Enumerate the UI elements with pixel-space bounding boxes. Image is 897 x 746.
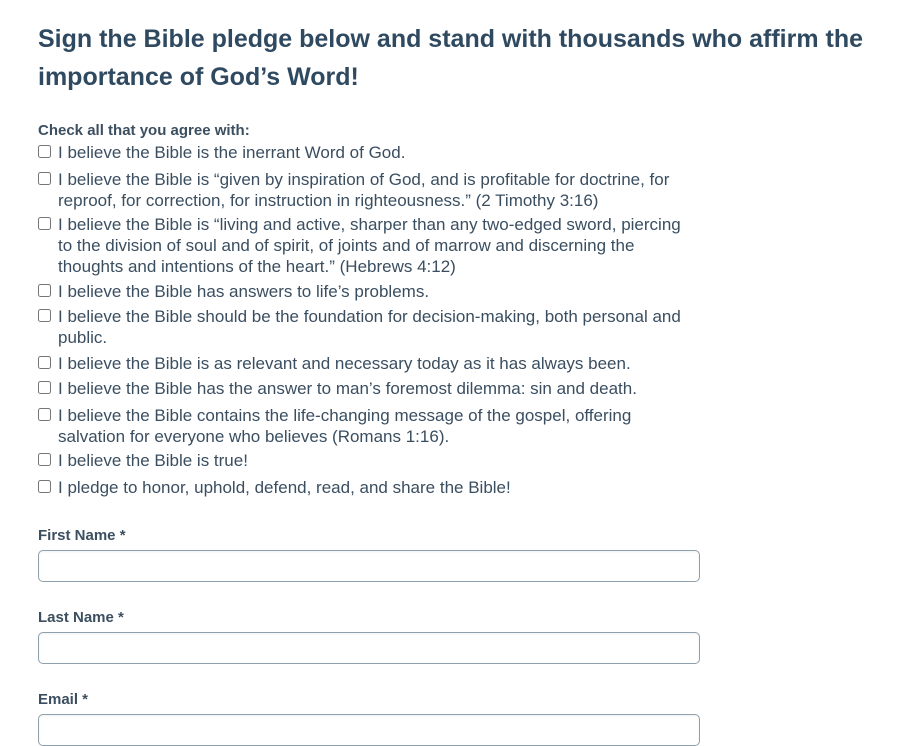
pledge-checkbox-8[interactable]	[38, 408, 51, 421]
pledge-option-label: I believe the Bible is true!	[58, 451, 248, 470]
first-name-label: First Name *	[38, 527, 126, 544]
pledge-checkbox-7[interactable]	[38, 381, 51, 394]
pledge-option-label: I believe the Bible is “given by inspiration of God, and is profitable for doctrine, for reproof, for correction, for instruction in righteousness.” (2 Timothy 3:16)	[58, 170, 670, 210]
pledge-checkbox-5[interactable]	[38, 309, 51, 322]
email-label: Email *	[38, 691, 89, 708]
pledge-option-label: I believe the Bible has answers to life’s problems.	[58, 282, 430, 301]
last-name-group	[38, 608, 897, 664]
last-name-label: Last Name *	[38, 609, 124, 626]
list-item	[38, 378, 698, 399]
pledge-option-label: I believe the Bible contains the life-changing message of the gospel, offering salvation for everyone who believes (Romans 1:16).	[58, 406, 632, 446]
last-name-input[interactable]	[38, 632, 700, 664]
pledge-checkbox-1[interactable]	[38, 145, 51, 158]
list-item	[38, 306, 698, 348]
pledge-checkbox-3[interactable]	[38, 217, 51, 230]
pledge-checkbox-2[interactable]	[38, 172, 51, 185]
first-name-input[interactable]	[38, 550, 700, 582]
pledge-option-label: I pledge to honor, uphold, defend, read, and share the Bible!	[58, 478, 511, 497]
pledge-option-label: I believe the Bible is the inerrant Word of God.	[58, 143, 406, 162]
pledge-checkbox-10[interactable]	[38, 480, 51, 493]
list-item	[38, 169, 698, 211]
pledge-checkbox-9[interactable]	[38, 453, 51, 466]
list-item	[38, 214, 698, 277]
page-title: Sign the Bible pledge below and stand with thousands who affirm the importance of God’s Word!	[38, 25, 864, 91]
pledge-option-label: I believe the Bible is as relevant and necessary today as it has always been.	[58, 354, 631, 373]
pledge-checkbox-6[interactable]	[38, 356, 51, 369]
list-item	[38, 281, 698, 302]
list-item	[38, 405, 698, 447]
pledge-checkbox-4[interactable]	[38, 284, 51, 297]
list-item	[38, 450, 698, 471]
list-item	[38, 142, 698, 163]
email-group	[38, 690, 897, 746]
first-name-group	[38, 526, 897, 582]
checklist-label: Check all that you agree with:	[38, 122, 250, 139]
pledge-option-label: I believe the Bible has the answer to man’s foremost dilemma: sin and death.	[58, 379, 637, 398]
list-item	[38, 353, 698, 374]
pledge-option-label: I believe the Bible is “living and active, sharper than any two-edged sword, piercing to the division of soul and of spirit, of joints and of marrow and discerning the thoughts and intentions of the heart.” (Hebrews 4:12)	[58, 215, 681, 276]
pledge-checklist	[38, 142, 698, 498]
email-input[interactable]	[38, 714, 700, 746]
list-item	[38, 477, 698, 498]
pledge-option-label: I believe the Bible should be the foundation for decision-making, both personal and public.	[58, 307, 681, 347]
